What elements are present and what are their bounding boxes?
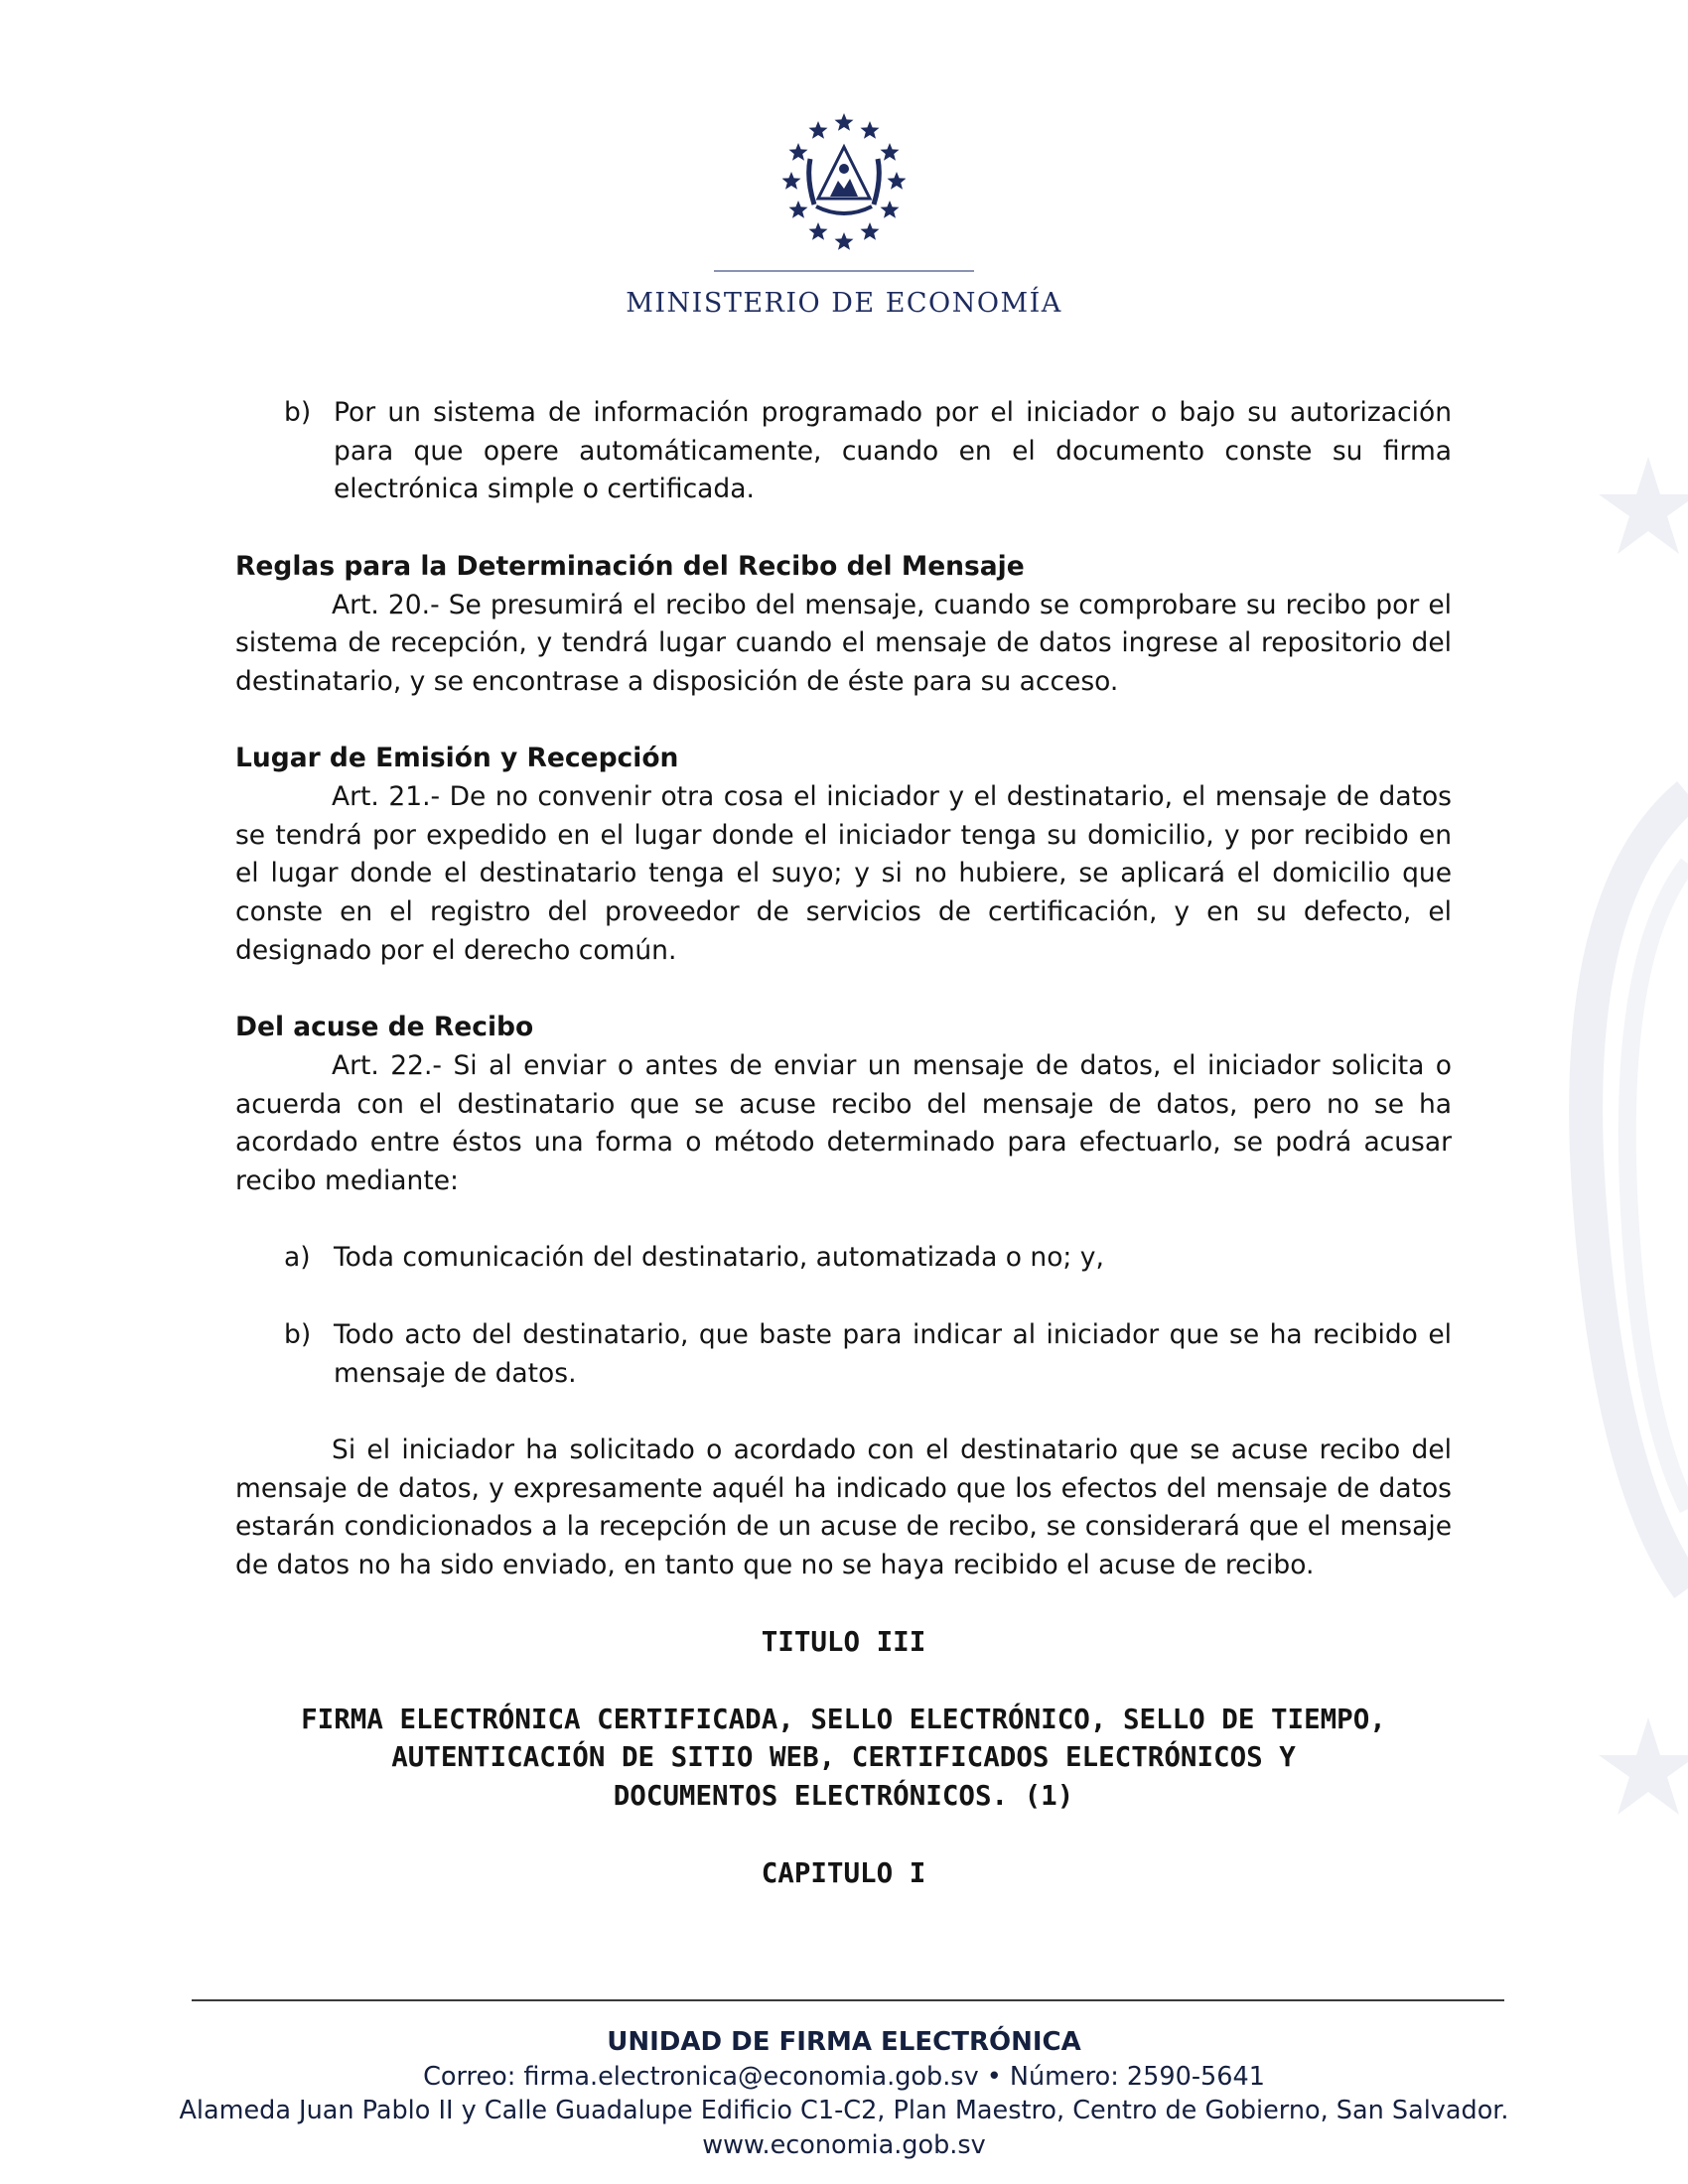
section-heading: Lugar de Emisión y Recepción [235, 743, 679, 774]
list-item-b [235, 1316, 1452, 1393]
title-heading: TITULO III [761, 1626, 926, 1659]
list-marker: b) [284, 1318, 312, 1350]
footer-divider [192, 1999, 1504, 2001]
footer-address: Alameda Juan Pablo II y Calle Guadalupe Edificio C1-C2, Plan Maestro, Centro de Gobierno, San Salvador. [179, 2096, 1509, 2125]
section-heading: Reglas para la Determinación del Recibo del Mensaje [235, 550, 1025, 582]
title-description: FIRMA ELECTRÓNICA CERTIFICADA, SELLO ELECTRÓNICO, SELLO DE TIEMPO, AUTENTICACIÓN DE SITIO WEB, CERTIFICADOS ELECTRÓNICOS Y DOCUMENTOS ELECTRÓNICOS. (1) [301, 1703, 1386, 1813]
letterhead [0, 109, 1688, 319]
list-item-b [235, 394, 1452, 509]
watermark-star-icon [1599, 1717, 1688, 1815]
list-item-text: Por un sistema de información programado por el iniciador o bajo su autorización para que opere automáticamente, cuando en el documento conste su firma electrónica simple o certificada. [334, 397, 1452, 505]
document-body [235, 394, 1452, 1892]
list-item-a [235, 1239, 1452, 1278]
list-item-text: Toda comunicación del destinatario, automatizada o no; y, [334, 1242, 1104, 1274]
section-heading: Del acuse de Recibo [235, 1012, 534, 1043]
chapter-heading: CAPITULO I [761, 1856, 926, 1889]
closing-paragraph: Si el iniciador ha solicitado o acordado con el destinatario que se acuse recibo del mensaje de datos, y expresamente aquél ha indicado que los efectos del mensaje de datos estarán condicionados a la recepción de un acuse de recibo, se considerará que el mensaje de datos no ha sido enviado, en tanto que no se haya recibido el acuse de recibo. [235, 1433, 1452, 1580]
list-item-text: Todo acto del destinatario, que baste para indicar al iniciador que se ha recibido el mensaje de datos. [334, 1318, 1452, 1389]
coat-of-arms-watermark [1549, 437, 1688, 1926]
list-marker: a) [284, 1242, 311, 1274]
national-seal-icon [782, 109, 906, 258]
ministry-name: MINISTERIO DE ECONOMÍA [626, 288, 1062, 319]
list-marker: b) [284, 397, 312, 428]
footer-website: www.economia.gob.sv [702, 2129, 986, 2160]
letterhead-divider [714, 270, 974, 272]
footer [0, 2025, 1688, 2162]
article-22: Art. 22.- Si al enviar o antes de enviar un mensaje de datos, el iniciador solicita o acuerda con el destinatario que se acuse recibo del mensaje de datos, pero no se ha acordado entre éstos una forma o método determinado para efectuarlo, se podrá acusar recibo mediante: [235, 1049, 1452, 1197]
article-20: Art. 20.- Se presumirá el recibo del mensaje, cuando se comprobare su recibo por el sistema de recepción, y tendrá lugar cuando el mensaje de datos ingrese al repositorio del destinatario, y se encontrase a disposición de éste para su acceso. [235, 589, 1452, 697]
footer-unit-name: UNIDAD DE FIRMA ELECTRÓNICA [607, 2027, 1081, 2057]
article-21: Art. 21.- De no convenir otra cosa el iniciador y el destinatario, el mensaje de datos se tendrá por expedido en el lugar donde el iniciador tenga su domicilio, y por recibido en el lugar donde el destinatario tenga el suyo; y si no hubiere, se aplicará el domicilio que conste en el registro del proveedor de servicios de certificación, y en su defecto, el designado por el derecho común. [235, 781, 1452, 966]
watermark-star-icon [1599, 457, 1688, 554]
footer-contact: Correo: firma.electronica@economia.gob.sv • Número: 2590-5641 [423, 2061, 1265, 2092]
